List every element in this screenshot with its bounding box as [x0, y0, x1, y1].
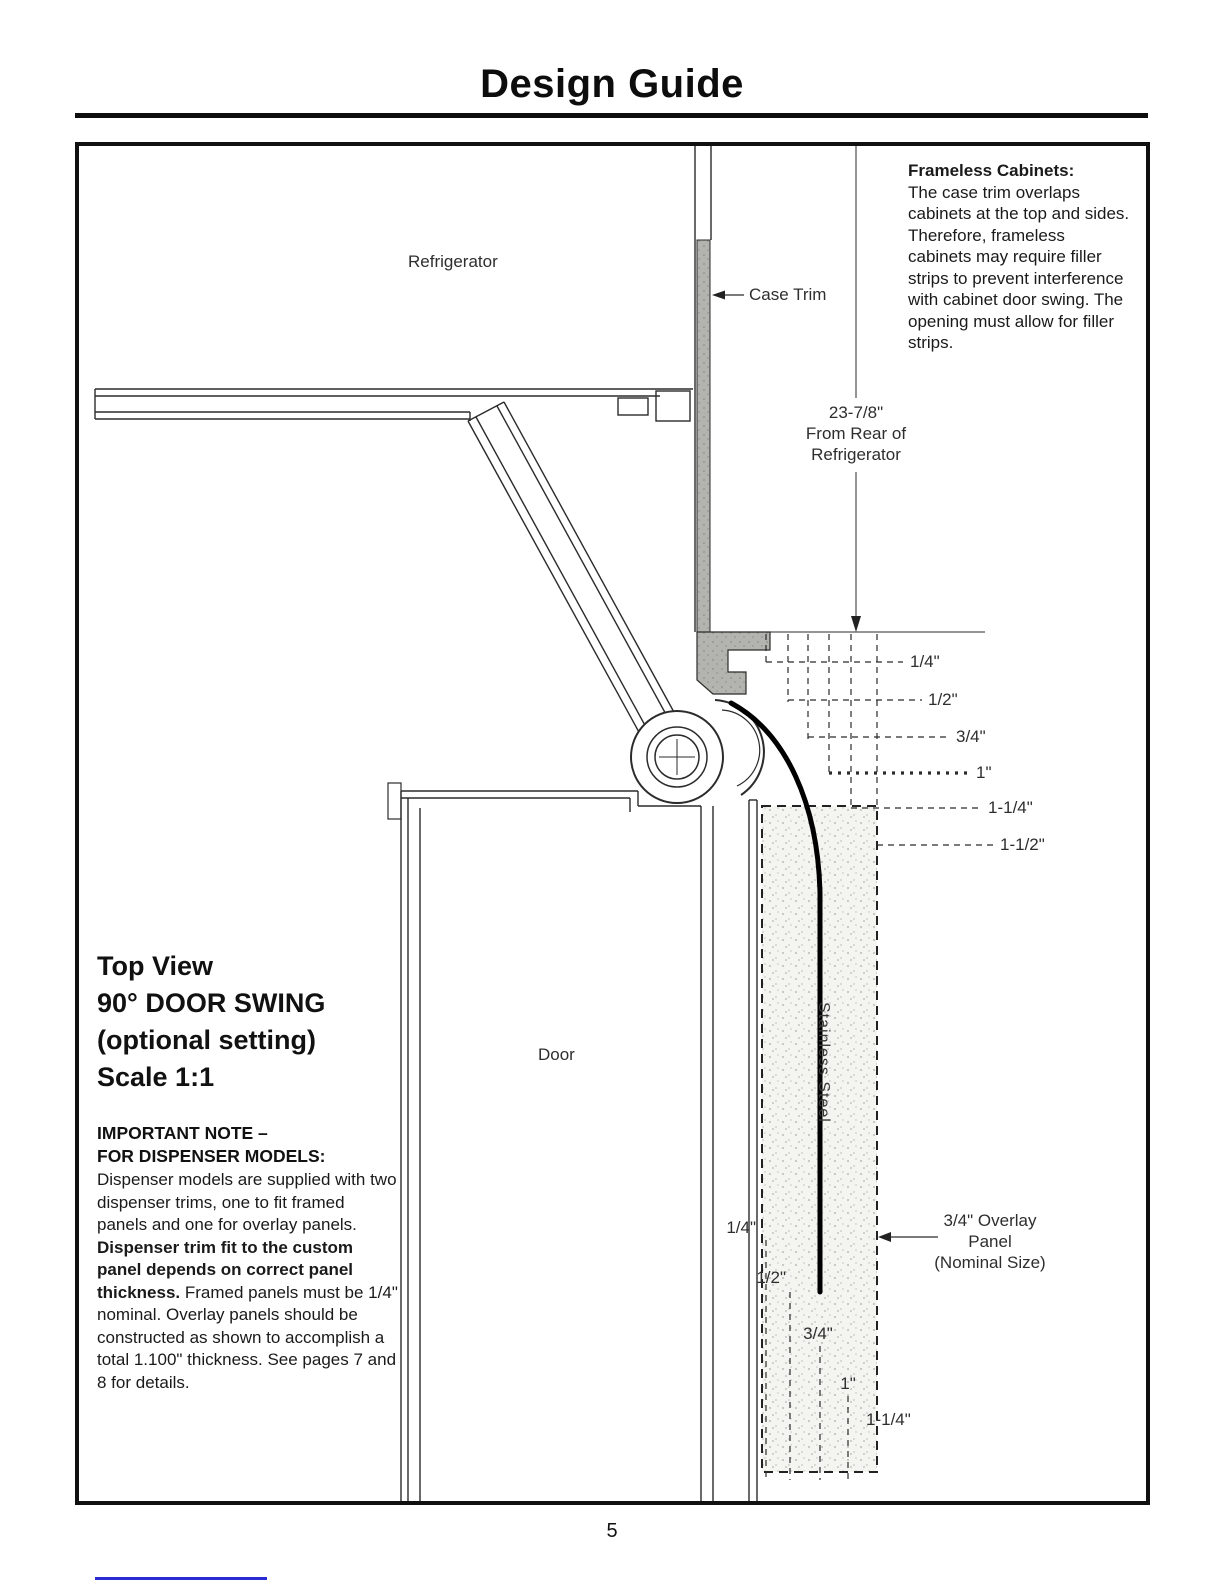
rear-dimension-value: 23-7/8" — [828, 403, 884, 422]
important-note-body-2: Framed panels must be 1/4" nominal. Overlay panels should be constructed as shown to accomplish a total 1.100" thickness. See pages 7 and 8 for details. — [97, 1282, 398, 1392]
door-diagonal-lines — [468, 402, 675, 734]
right-measurement-1-2in: 1/2" — [928, 690, 958, 709]
frameless-cabinets-body: The case trim overlaps cabinets at the top and sides. Therefore, frameless cabinets may require filler strips to prevent interference with cabinet door swing. The opening must allow for filler strips. — [908, 182, 1130, 352]
important-note-body-1: Dispenser models are supplied with two dispenser trims, one to fit framed panels and one for overlay panels. — [97, 1170, 397, 1234]
important-note-body-bold: Dispenser trim fit to the custom panel depends on correct panel thickness. — [97, 1237, 354, 1302]
refrigerator-wall-lines — [95, 389, 693, 421]
overlay-panel-label-line-1: 3/4" Overlay — [943, 1211, 1037, 1230]
door-label: Door — [538, 1045, 575, 1064]
overlay-panel-label — [925, 1210, 1055, 1273]
important-note — [97, 1122, 399, 1394]
important-note-heading-line-1: IMPORTANT NOTE – — [97, 1123, 268, 1143]
view-heading-line-3: (optional setting) — [97, 1025, 316, 1055]
overlay-panel-label-line-2: Panel — [968, 1232, 1012, 1251]
view-heading-line-4: Scale 1:1 — [97, 1062, 215, 1092]
refrigerator-label: Refrigerator — [408, 252, 498, 271]
right-measurement-1in: 1" — [976, 763, 992, 782]
rear-dimension-label — [800, 402, 912, 465]
right-measurement-1-1-4in: 1-1/4" — [988, 798, 1033, 817]
stainless-steel-label: Stainless Steel — [815, 1002, 832, 1123]
bottom-measurement-1in: 1" — [840, 1374, 856, 1393]
overlay-panel-label-line-3: (Nominal Size) — [934, 1253, 1046, 1272]
bottom-measurement-1-1-4in: 1-1/4" — [866, 1410, 911, 1429]
right-measurement-1-1-2in: 1-1/2" — [1000, 835, 1045, 854]
view-heading-line-2: 90° DOOR SWING — [97, 988, 326, 1018]
footer-link-underline — [95, 1577, 267, 1580]
hinge-drawing — [631, 700, 764, 803]
door-outline — [388, 783, 713, 1501]
case-trim-label: Case Trim — [749, 285, 827, 304]
frameless-cabinets-heading: Frameless Cabinets: — [908, 161, 1075, 180]
page-number: 5 — [606, 1520, 618, 1542]
bottom-measurement-1-2in: 1/2" — [756, 1268, 786, 1287]
important-note-body — [97, 1169, 399, 1394]
right-measurement-3-4in: 3/4" — [956, 727, 986, 746]
view-heading — [97, 948, 325, 1096]
important-note-heading — [97, 1122, 399, 1167]
case-trim-drawing — [695, 146, 770, 1501]
frameless-cabinets-note — [908, 160, 1130, 354]
rear-dimension-text-2: Refrigerator — [811, 445, 901, 464]
page-title: Design Guide — [480, 62, 744, 106]
important-note-heading-line-2: FOR DISPENSER MODELS: — [97, 1145, 326, 1166]
bottom-measurement-1-4in: 1/4" — [726, 1218, 756, 1237]
rear-dimension-text-1: From Rear of — [805, 424, 907, 443]
view-heading-line-1: Top View — [97, 951, 214, 981]
right-measurement-1-4in: 1/4" — [910, 652, 940, 671]
bottom-measurement-3-4in: 3/4" — [803, 1324, 833, 1343]
